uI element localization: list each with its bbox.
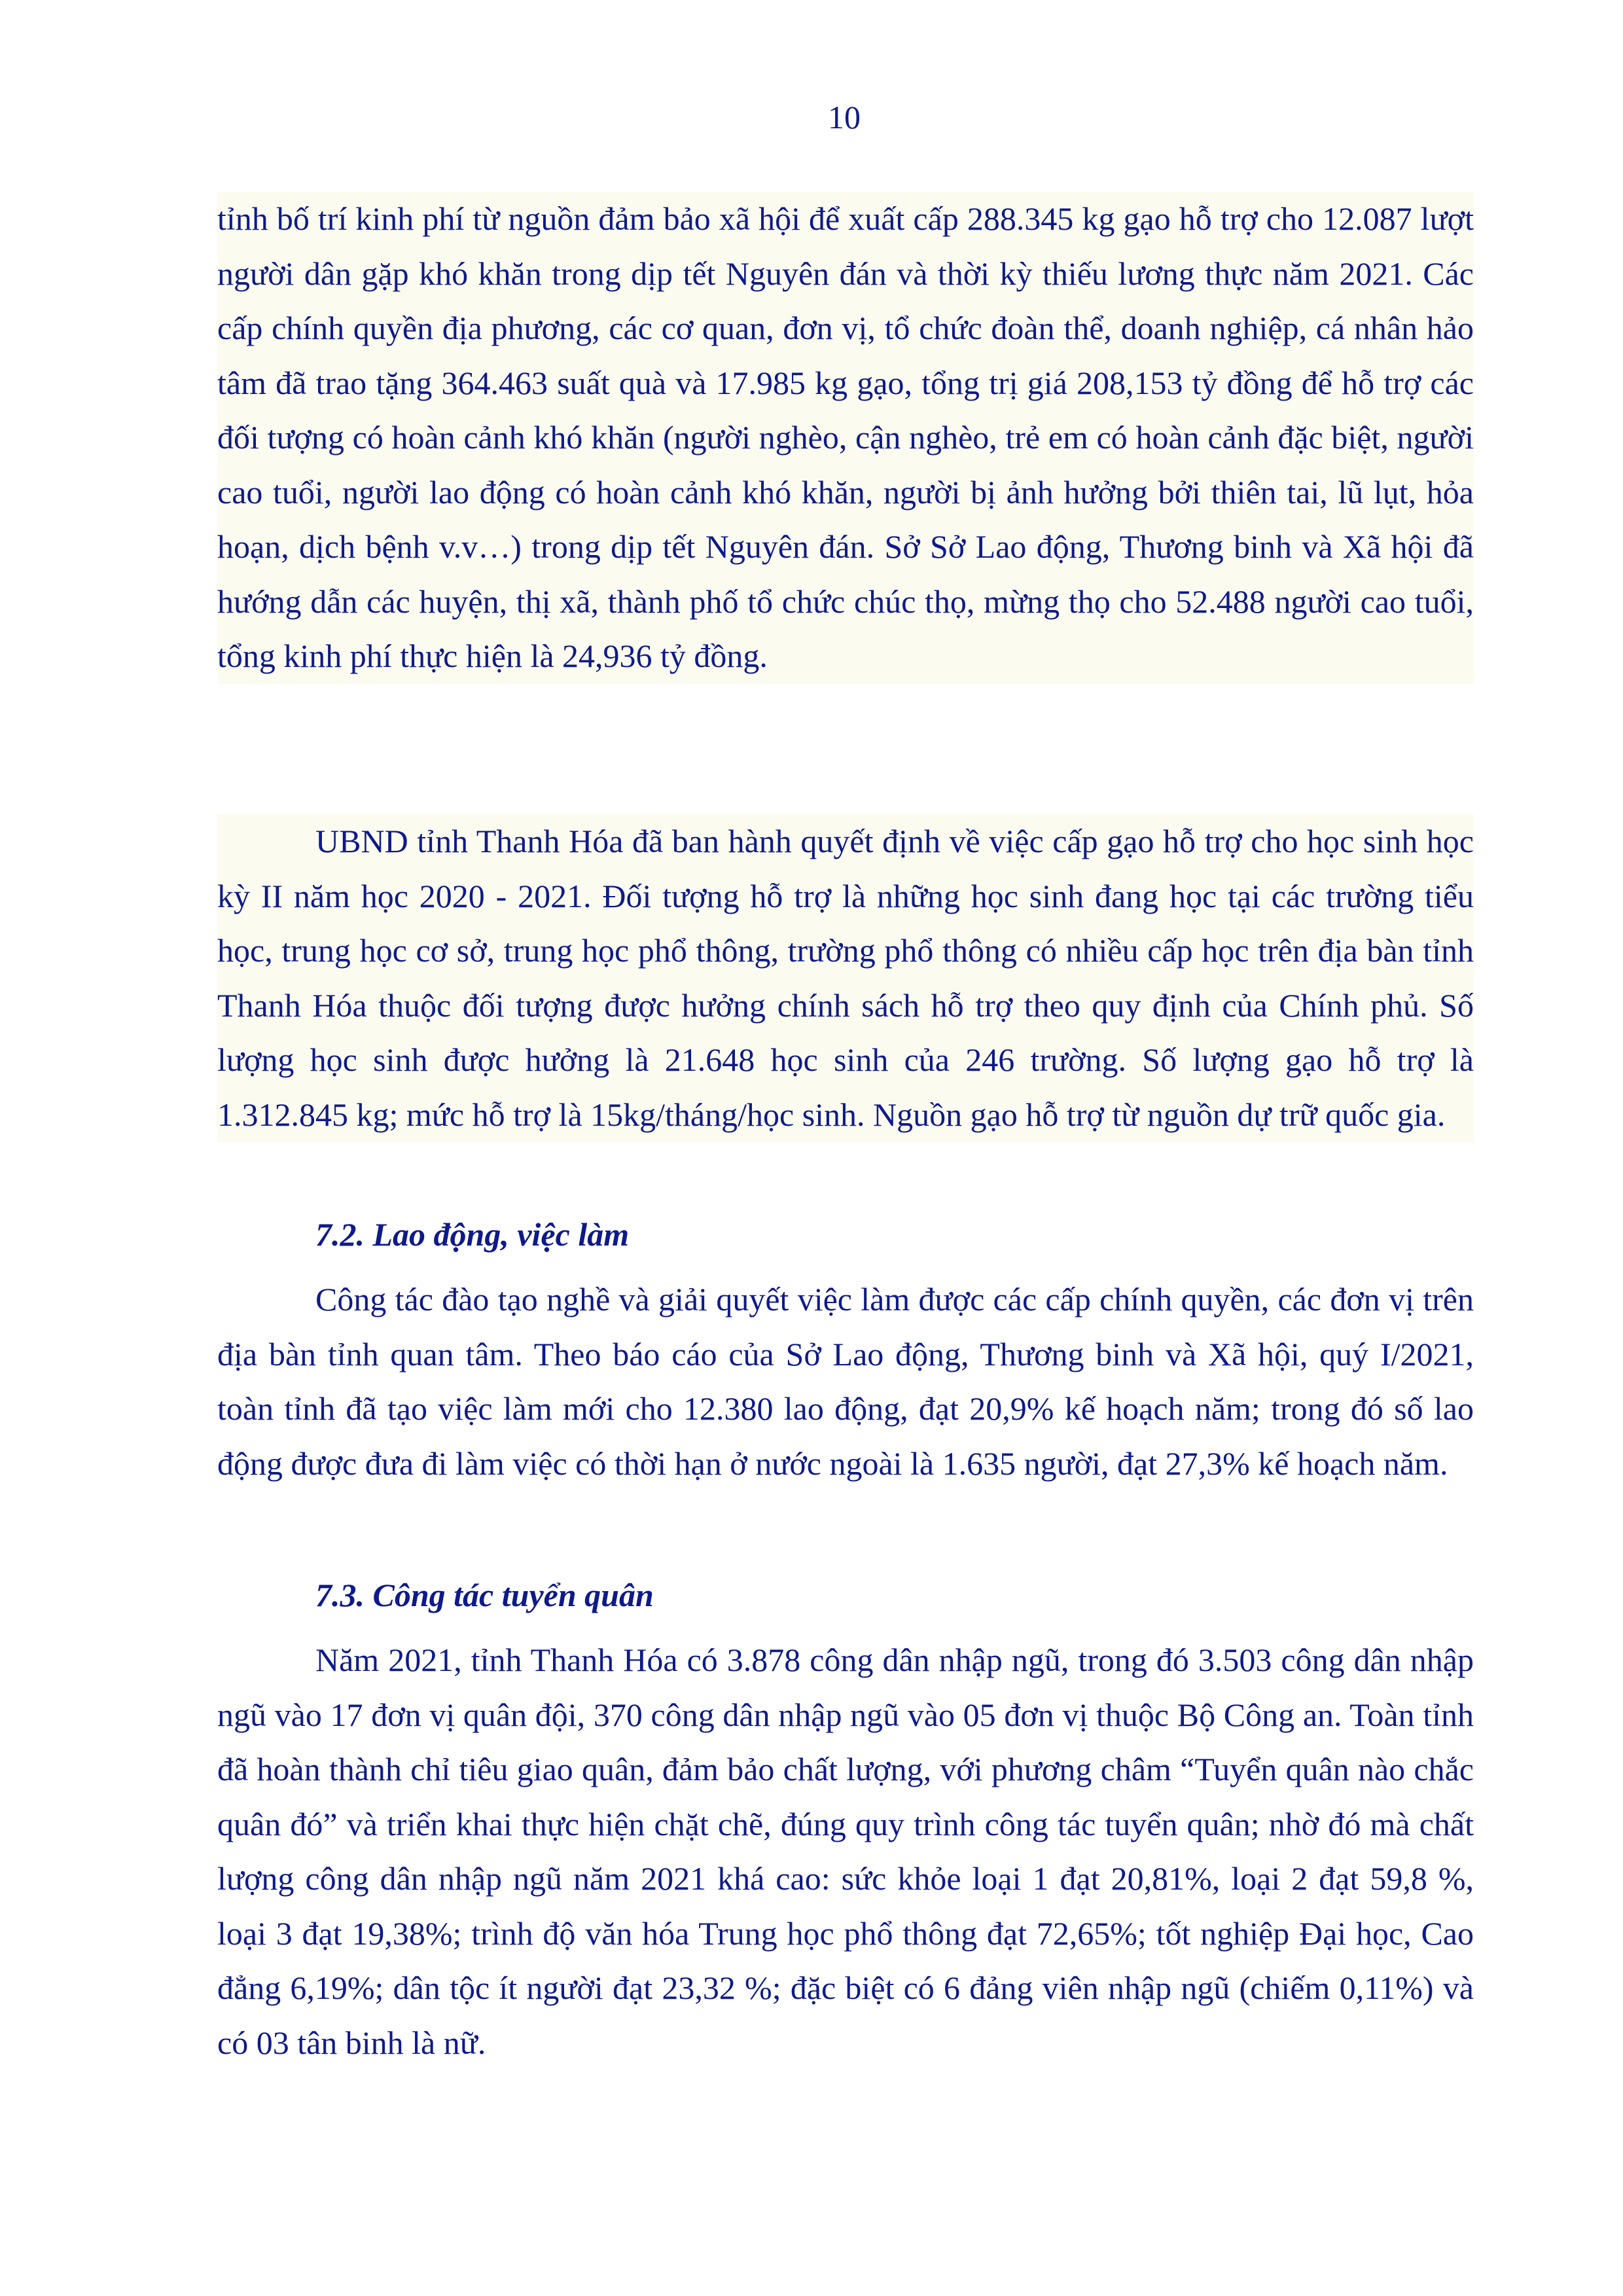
section-heading-7-2: 7.2. Lao động, việc làm (315, 1216, 630, 1253)
page-number: 10 (828, 99, 861, 135)
paragraph-labor-employment: Công tác đào tạo nghề và giải quyết việc làm được các cấp chính quyền, các đơn vị trên địa bàn tỉnh quan tâm. Theo báo cáo của Sở Lao động, Thương binh và Xã hội, quý I/2021, toàn tỉnh đã tạo việc làm mới cho 12.380 lao động, đạt 20,9% kế hoạch năm; trong đó số lao động được đưa đi làm việc có thời hạn ở nước ngoài là 1.635 người, đạt 27,3% kế hoạch năm. (217, 1281, 1474, 1482)
section-heading-7-3: 7.3. Công tác tuyển quân (315, 1577, 654, 1613)
paragraph-social-support: tỉnh bố trí kinh phí từ nguồn đảm bảo xã hội để xuất cấp 288.345 kg gạo hỗ trợ cho 12.087 lượt người dân gặp khó khăn trong dịp tết Nguyên đán và thời kỳ thiếu lương thực năm 2021. Các cấp chính quyền địa phương, các cơ quan, đơn vị, tổ chức đoàn thể, doanh nghiệp, cá nhân hảo tâm đã trao tặng 364.463 suất quà và 17.985 kg gạo, tổng trị giá 208,153 tỷ đồng để hỗ trợ các đối tượng có hoàn cảnh khó khăn (người nghèo, cận nghèo, trẻ em có hoàn cảnh đặc biệt, người cao tuổi, người lao động có hoàn cảnh khó khăn, người bị ảnh hưởng bởi thiên tai, lũ lụt, hỏa hoạn, dịch bệnh v.v…) trong dịp tết Nguyên đán. Sở Sở Lao động, Thương binh và Xã hội đã hướng dẫn các huyện, thị xã, thành phố tổ chức chúc thọ, mừng thọ cho 52.488 người cao tuổi, tổng kinh phí thực hiện là 24,936 tỷ đồng. (217, 192, 1474, 684)
paragraph-student-rice-support: UBND tỉnh Thanh Hóa đã ban hành quyết định về việc cấp gạo hỗ trợ cho học sinh học kỳ II năm học 2020 - 2021. Đối tượng hỗ trợ là những học sinh đang học tại các trường tiểu học, trung học cơ sở, trung học phổ thông, trường phổ thông có nhiều cấp học trên địa bàn tỉnh Thanh Hóa thuộc đối tượng được hưởng chính sách hỗ trợ theo quy định của Chính phủ. Số lượng học sinh được hưởng là 21.648 học sinh của 246 trường. Số lượng gạo hỗ trợ là 1.312.845 kg; mức hỗ trợ là 15kg/tháng/học sinh. Nguồn gạo hỗ trợ từ nguồn dự trữ quốc gia. (217, 814, 1474, 1142)
paragraph-military-recruitment: Năm 2021, tỉnh Thanh Hóa có 3.878 công dân nhập ngũ, trong đó 3.503 công dân nhập ngũ vào 17 đơn vị quân đội, 370 công dân nhập ngũ vào 05 đơn vị thuộc Bộ Công an. Toàn tỉnh đã hoàn thành chỉ tiêu giao quân, đảm bảo chất lượng, với phương châm “Tuyển quân nào chắc quân đó” và triển khai thực hiện chặt chẽ, đúng quy trình công tác tuyển quân; nhờ đó mà chất lượng công dân nhập ngũ năm 2021 khá cao: sức khỏe loại 1 đạt 20,81%, loại 2 đạt 59,8 %, loại 3 đạt 19,38%; trình độ văn hóa Trung học phổ thông đạt 72,65%; tốt nghiệp Đại học, Cao đẳng 6,19%; dân tộc ít người đạt 23,32 %; đặc biệt có 6 đảng viên nhập ngũ (chiếm 0,11%) và có 03 tân binh là nữ. (217, 1641, 1474, 2061)
